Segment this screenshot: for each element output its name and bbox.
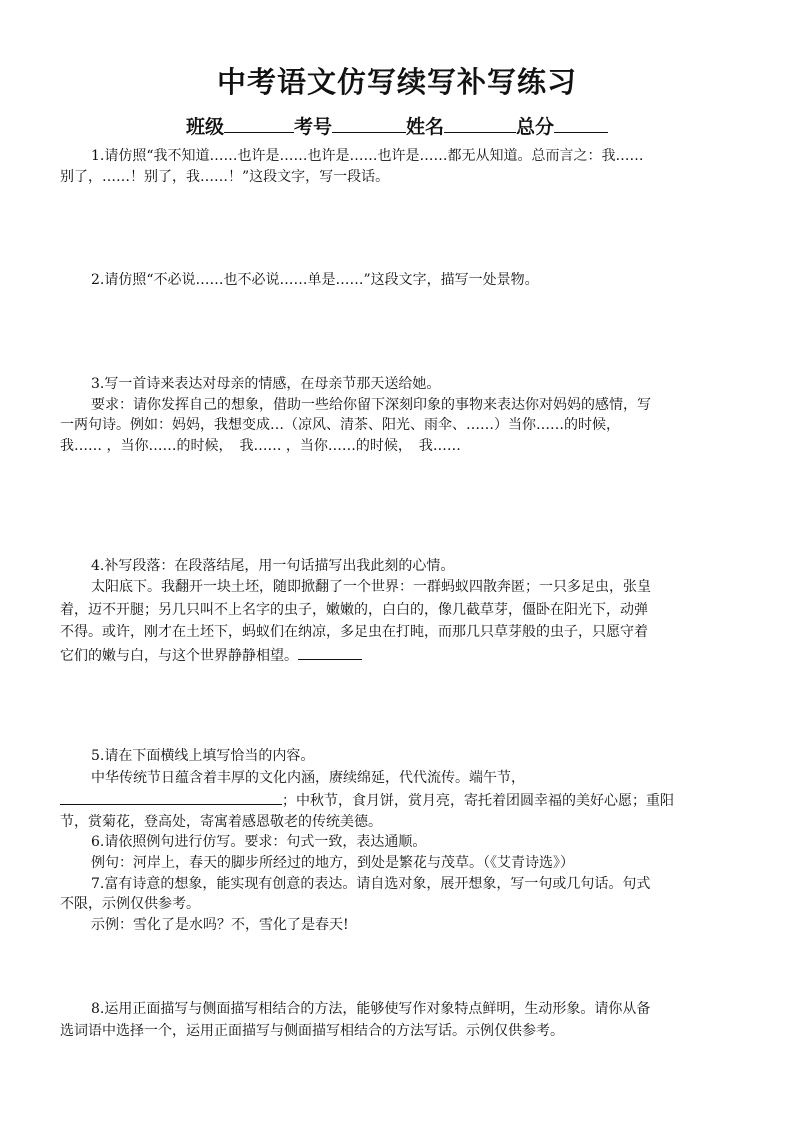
q5-text-line-2: 中华传统节日蕴含着丰厚的文化内涵，赓续绵延，代代流传。端午节， — [91, 770, 525, 786]
q8-text-line-1: 8.运用正面描写与侧面描写相结合的方法，能够使写作对象特点鲜明，生动形象。请你从备 — [91, 1001, 651, 1017]
q4-text-line-3: 着，迈不开腿；另几只叫不上名字的虫子，嫩嫩的，白白的，像几截草芽，僵卧在阳光下，动弹 — [60, 602, 648, 618]
q7-text-line-2: 不限，示例仅供参考。 — [60, 896, 200, 912]
q7-text-line-3: 示例：雪化了是水吗？不，雪化了是春天! — [91, 917, 349, 933]
q1-text-line-1: 1.请仿照“我不知道……也许是……也许是……也许是……都无从知道。总而言之：我…… — [91, 148, 644, 164]
q5-text-line-3: ；中秋节，食月饼，赏月亮，寄托着团圆幸福的美好心愿；重阳 — [282, 793, 674, 809]
q3-text-line-3: 一两句诗。例如：妈妈，我想变成…（凉风、清茶、阳光、雨伞、……）当你……的时候， — [60, 417, 620, 433]
q3-text-line-1: 3.写一首诗来表达对母亲的情感，在母亲节那天送给她。 — [91, 376, 441, 392]
q5-answer-blank[interactable] — [60, 790, 282, 805]
q4-text-line-5: 它们的嫩与白，与这个世界静静相望。 — [60, 648, 298, 664]
score-label: 总分 — [516, 116, 555, 138]
q3-text-line-4: 我…… ，当你……的时候， 我…… ，当你……的时候， 我…… — [60, 438, 461, 454]
q4-text-line-2: 太阳底下。我翻开一块土坯，随即掀翻了一个世界：一群蚂蚁四散奔匿；一只多足虫，张皇 — [91, 579, 651, 595]
class-label: 班级 — [185, 116, 224, 138]
q4-text-line-5-wrap — [60, 645, 740, 667]
q4-text-line-1: 4.补写段落：在段落结尾，用一句话描写出我此刻的心情。 — [91, 558, 455, 574]
q6-text-line-1: 6.请依照例句进行仿写。要求：句式一致，表达通顺。 — [91, 834, 427, 850]
q2-text-line-1: 2.请仿照“不必说……也不必说……单是……”这段文字，描写一处景物。 — [91, 272, 539, 288]
name-label: 姓名 — [406, 116, 445, 138]
class-blank[interactable] — [224, 114, 294, 133]
q5-text-line-1: 5.请在下面横线上填写恰当的内容。 — [91, 748, 315, 764]
student-info-line — [0, 112, 794, 139]
q5-text-line-3-wrap — [60, 790, 740, 812]
name-blank[interactable] — [444, 114, 516, 133]
number-blank[interactable] — [332, 114, 406, 133]
q4-text-line-4: 不得。或许，刚才在土坯下，蚂蚁们在纳凉，多足虫在打盹，而那几只草芽般的虫子，只愿守着 — [60, 624, 648, 640]
q1-text-line-2: 别了，……！别了，我……！”这段文字，写一段话。 — [60, 169, 390, 185]
q5-text-line-4: 节，赏菊花，登高处，寄寓着感恩敬老的传统美德。 — [60, 814, 382, 830]
score-blank[interactable] — [554, 114, 608, 133]
q7-text-line-1: 7.富有诗意的想象，能实现有创意的表达。请自选对象，展开想象，写一句或几句话。句式 — [91, 876, 651, 892]
q8-text-line-2: 选词语中选择一个，运用正面描写与侧面描写相结合的方法写话。示例仅供参考。 — [60, 1023, 564, 1039]
q6-text-line-2: 例句：河岸上，春天的脚步所经过的地方，到处是繁花与茂草。（《艾青诗选》） — [91, 855, 574, 871]
q4-answer-blank[interactable] — [298, 645, 362, 660]
page-title: 中考语文仿写续写补写练习 — [216, 65, 577, 99]
number-label: 考号 — [293, 116, 332, 138]
q3-text-line-2: 要求：请你发挥自己的想象，借助一些给你留下深刻印象的事物来表达你对妈妈的感情，写 — [91, 397, 651, 413]
